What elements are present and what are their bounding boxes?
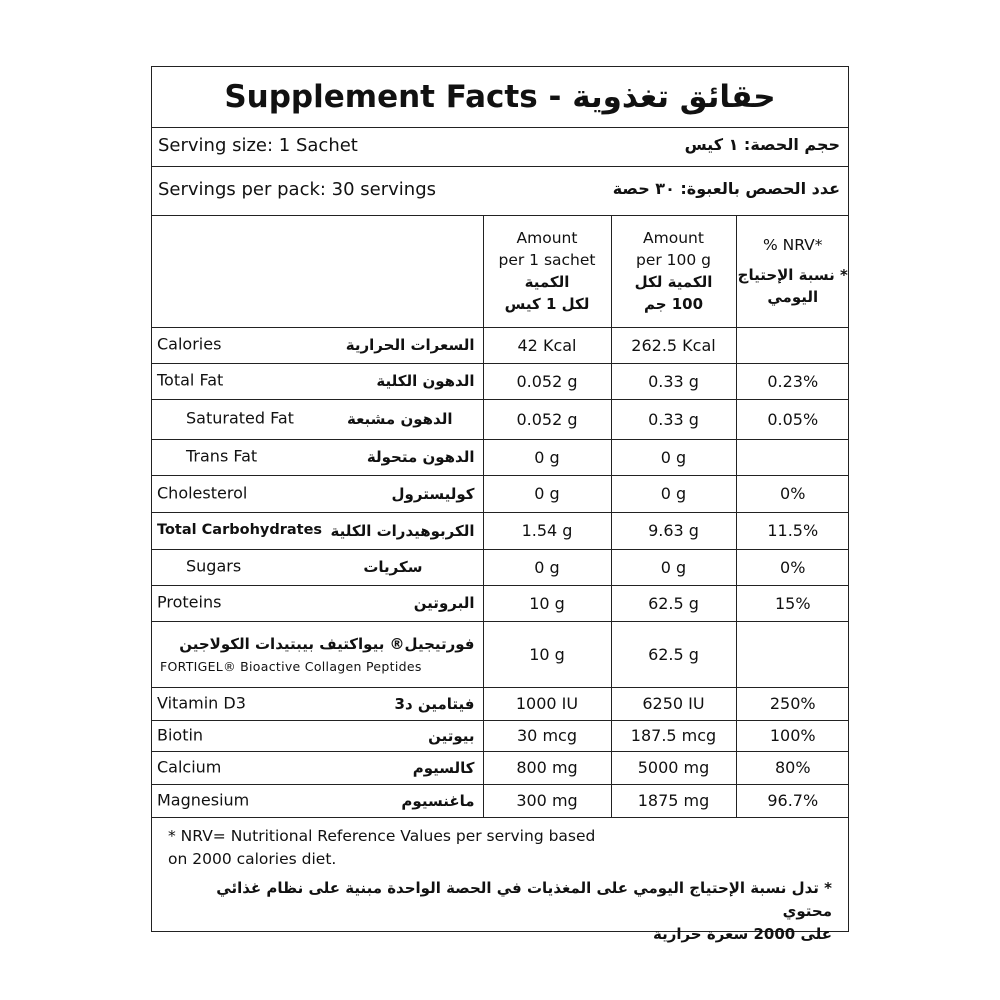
table-row [152,327,849,363]
nutrient-name-arabic: الدهون متحولة [366,448,475,466]
nutrient-name: Total Carbohydrates [157,521,323,538]
table-row [152,720,849,751]
nrv-percent [736,327,849,363]
header-per-sachet [483,215,611,327]
table-row [152,621,849,687]
nrv-percent: 0% [736,475,849,512]
nutrient-cell [152,720,483,751]
nutrient-cell [152,439,483,475]
amount-per-sachet: 42 Kcal [483,327,611,363]
amount-per-sachet: 10 g [483,585,611,621]
amount-per-100g: 1875 mg [611,784,736,817]
nutrient-name: Saturated Fat [186,408,294,428]
amount-per-100g: 262.5 Kcal [611,327,736,363]
table-row [152,687,849,720]
table-row [152,751,849,784]
supplement-facts-panel [151,66,849,943]
table-row [152,439,849,475]
nutrient-name-arabic: الكربوهيدرات الكلية [330,521,475,540]
nutrient-cell [152,512,483,549]
nutrient-name: Calcium [157,757,222,777]
nrv-percent: 250% [736,687,849,720]
amount-per-100g: 6250 IU [611,687,736,720]
amount-per-sachet: 300 mg [483,784,611,817]
nutrient-name: Sugars [186,556,242,576]
header-nrv-line1: % NRV* [762,235,823,254]
footnote-english-line1: * NRV= Nutritional Reference Values per serving based [168,827,596,845]
table-header-row [152,215,849,327]
amount-per-sachet: 0.052 g [483,363,611,399]
header-per-sachet-line1: Amount [516,228,578,247]
header-per-100g-ar2: 100 جم [643,294,704,313]
nutrition-table [152,215,849,818]
header-nrv-ar2: اليومي [767,287,819,306]
nutrient-cell [152,399,483,439]
nutrient-name: Cholesterol [157,483,248,503]
nutrient-name-arabic: الدهون مشبعة [346,410,453,428]
servings-per-pack-row [152,167,848,216]
table-row [152,399,849,439]
amount-per-100g: 0 g [611,475,736,512]
nutrient-cell [152,751,483,784]
table-row [152,549,849,585]
title-arabic: حقائق تغذوية [572,79,776,115]
nrv-percent: 80% [736,751,849,784]
nutrient-cell [152,475,483,512]
amount-per-sachet: 800 mg [483,751,611,784]
nutrient-name: Total Fat [157,370,224,390]
nutrient-name: Biotin [157,725,204,745]
panel-title [152,67,848,128]
nrv-percent [736,439,849,475]
amount-per-sachet: 1.54 g [483,512,611,549]
nutrient-name-arabic: فورتيجيل® بيواكتيف بيبتيدات الكولاجين [179,634,475,653]
nutrient-name-arabic: بيوتين [428,726,475,745]
table-row [152,475,849,512]
footnote-arabic-line1: * تدل نسبة الإحتياج اليومي على المغذيات في الحصة الواحدة مبنية على نظام غذائي محتوي [216,879,832,920]
header-nrv [736,215,849,327]
nrv-percent: 0.23% [736,363,849,399]
nutrient-name: Proteins [157,592,222,612]
amount-per-sachet: 0.052 g [483,399,611,439]
nutrient-name-arabic: السعرات الحرارية [345,336,475,354]
nutrient-name-arabic: كوليسترول [391,484,475,503]
title-english: Supplement Facts - [224,79,562,115]
nutrient-name: Calories [157,334,222,354]
nrv-percent: 15% [736,585,849,621]
footnote-arabic-line2: على 2000 سعرة حرارية [652,925,832,943]
nutrient-name: Magnesium [157,790,250,810]
amount-per-sachet: 0 g [483,439,611,475]
amount-per-100g: 0.33 g [611,399,736,439]
amount-per-sachet: 30 mcg [483,720,611,751]
table-row [152,585,849,621]
nutrient-name-arabic: البروتين [413,594,475,612]
nutrient-name-arabic: الدهون الكلية [376,372,475,390]
amount-per-sachet: 1000 IU [483,687,611,720]
header-per-100g [611,215,736,327]
nutrient-name: Vitamin D3 [157,693,246,713]
header-per-sachet-ar2: لكل 1 كيس [504,294,590,313]
amount-per-100g: 62.5 g [611,621,736,687]
nutrient-cell [152,327,483,363]
table-row [152,363,849,399]
header-per-100g-line2: per 100 g [635,250,712,269]
nrv-percent [736,621,849,687]
footnote-english-line2: on 2000 calories diet. [168,850,337,868]
table-row [152,512,849,549]
amount-per-100g: 9.63 g [611,512,736,549]
header-nutrient-cell [152,215,483,327]
nutrient-cell [152,621,483,687]
nutrient-cell [152,363,483,399]
nrv-percent: 11.5% [736,512,849,549]
serving-size-row [152,127,848,167]
nutrient-cell [152,585,483,621]
nutrient-name-arabic: كالسيوم [412,758,475,777]
servings-per-pack-english: Servings per pack: 30 servings [158,179,437,200]
nutrient-name-arabic: فيتامين د3 [394,694,475,713]
nutrient-name: Trans Fat [186,446,258,466]
nutrient-cell [152,687,483,720]
nutrient-name-arabic: ماغنسيوم [401,791,475,810]
table-row [152,784,849,817]
header-nrv-ar1: * نسبة الإحتياج [737,265,848,284]
nrv-footnote [152,817,848,946]
nutrient-name: FORTIGEL® Bioactive Collagen Peptides [160,658,422,674]
header-per-100g-ar1: الكمية لكل [634,272,713,291]
amount-per-100g: 0 g [611,549,736,585]
amount-per-100g: 5000 mg [611,751,736,784]
serving-size-arabic: حجم الحصة: ١ كيس [684,135,840,154]
nrv-percent: 0% [736,549,849,585]
header-per-sachet-line2: per 1 sachet [498,250,596,269]
header-per-100g-line1: Amount [643,228,704,247]
amount-per-sachet: 10 g [483,621,611,687]
serving-size-english: Serving size: 1 Sachet [158,135,358,156]
amount-per-sachet: 0 g [483,549,611,585]
footnote-arabic [168,877,832,946]
amount-per-100g: 0 g [611,439,736,475]
amount-per-100g: 62.5 g [611,585,736,621]
amount-per-100g: 187.5 mcg [611,720,736,751]
amount-per-sachet: 0 g [483,475,611,512]
header-per-sachet-ar1: الكمية [524,272,570,291]
servings-per-pack-arabic: عدد الحصص بالعبوة: ٣٠ حصة [612,179,840,198]
nrv-percent: 96.7% [736,784,849,817]
nutrient-cell [152,549,483,585]
nrv-percent: 0.05% [736,399,849,439]
nutrient-name-arabic: سكريات [363,558,423,576]
nutrient-cell [152,784,483,817]
nrv-percent: 100% [736,720,849,751]
amount-per-100g: 0.33 g [611,363,736,399]
